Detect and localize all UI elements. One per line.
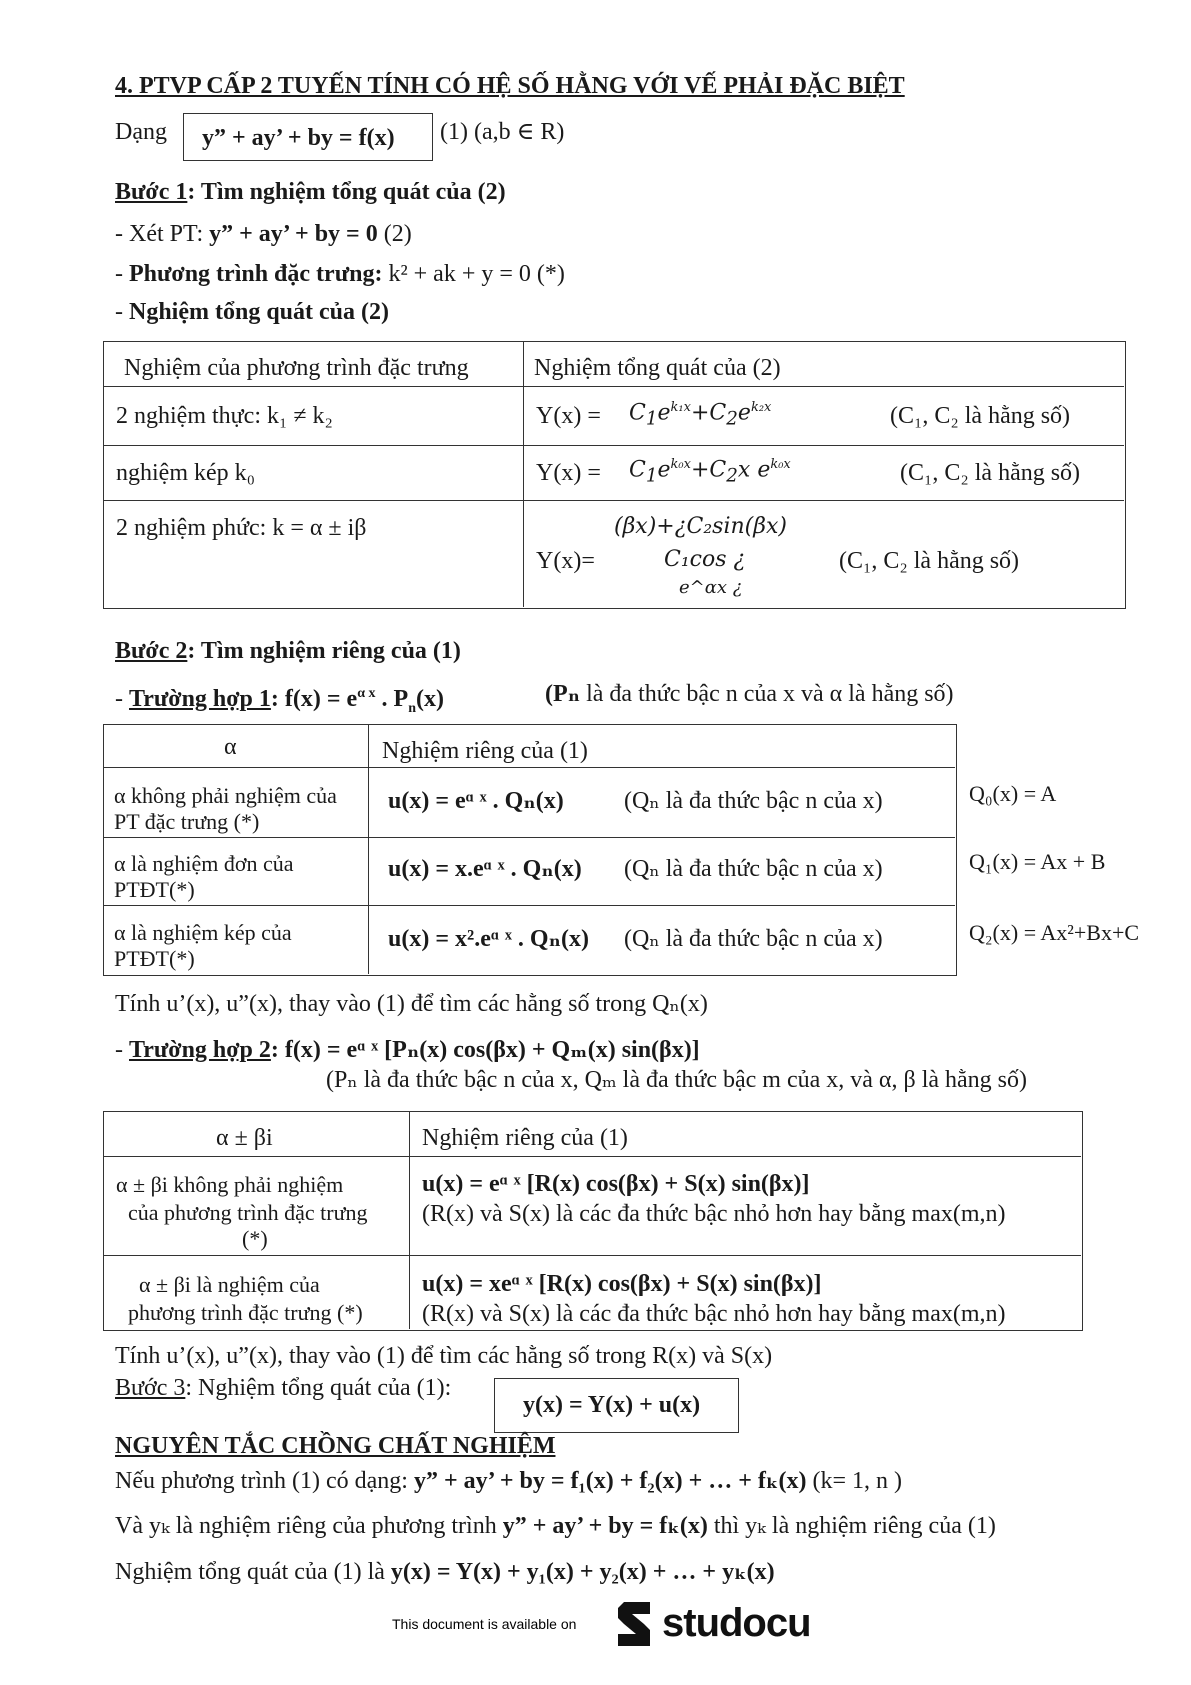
q1-note: Q₁(x) = Ax + B [969,849,1106,874]
table1-row2-y: Y(x) = [536,460,601,486]
step1-line3: - Nghiệm tổng quát của (2) [115,299,390,325]
principle-title: NGUYÊN TẮC CHỒNG CHẤT NGHIỆM [115,1433,556,1459]
table1-row3-f2: C₁cos ¿ [664,547,746,572]
table2-header-left: α [224,734,237,760]
table3-row1-note: (R(x) và S(x) là các đa thức bậc nhỏ hơn hay bằng max(m,n) [422,1201,1006,1227]
dang-label: Dạng [115,119,167,145]
footer-available-text: This document is available on [392,1616,577,1632]
table1 [103,341,1126,609]
case1-line: - Trường hợp 1: $f(x) = e^{\alpha x}$ . $P_n(x)$ [115,686,444,716]
step1-title: Bước 1: Tìm nghiệm tổng quát của (2) [115,179,506,205]
step1-line1: - Xét PT: y” + ay’ + by = 0 (2) [115,221,412,247]
table1-row1-formula: $C_1e^{k_1x}+C_2e^{k_2x}$ [629,400,772,430]
step3-formula-box [494,1378,739,1433]
table2 [103,724,957,976]
table2-row3-u: u(x) = x².eᵅ ˣ . Qₙ(x) [388,926,589,952]
table1-row3-note: (C₁, C₂ là hằng số) [839,548,1020,574]
table1-row3-f3: e^αx ¿ [679,577,743,598]
table1-row1-y: Y(x) = [536,403,601,429]
step1-line2: - Phương trình đặc trưng: k² + ak + y = 0 (*) [115,261,565,287]
table1-row3-left: 2 nghiệm phức: k = α ± iβ [116,515,367,541]
table2-row1-left1: α không phải nghiệm của [114,783,337,808]
table3-row2-u: u(x) = xeᵅ ˣ [R(x) cos(βx) + S(x) sin(βx)] [422,1271,822,1297]
table3-row1-u: u(x) = eᵅ ˣ [R(x) cos(βx) + S(x) sin(βx)] [422,1171,810,1197]
q0-note: Q₀(x) = A [969,781,1057,806]
q2-note: Q₂(x) = Ax²+Bx+C [969,920,1140,945]
case2-note: (Pₙ là đa thức bậc n của x, Qₘ là đa thức bậc m của x, và α, β là hằng số) [326,1067,1028,1093]
calc1-line: Tính u’(x), u”(x), thay vào (1) để tìm các hằng số trong Qₙ(x) [115,991,708,1017]
table1-row2-note: (C₁, C₂ là hằng số) [900,460,1081,486]
table1-row2-formula: $C_1e^{k_0x}+C_2x$ $e^{k_0x}$ [629,457,791,487]
section-title: 4. PTVP CẤP 2 TUYẾN TÍNH CÓ HỆ SỐ HẰNG VỚI VẾ PHẢI ĐẶC BIỆT [115,73,905,99]
table1-row1-note: (C₁, C₂ là hằng số) [890,403,1071,429]
table2-header-right: Nghiệm riêng của (1) [382,738,588,764]
table2-row2-left2: PTĐT(*) [114,877,195,902]
case2-line: - Trường hợp 2: f(x) = eᵅ ˣ [Pₙ(x) cos(βx) + Qₘ(x) sin(βx)] [115,1037,700,1063]
table1-row3-f1: (βx)+¿C₂sin(βx) [614,514,787,539]
step3-title: Bước 3: Nghiệm tổng quát của (1): [115,1375,452,1401]
table3-row1-left2: của phương trình đặc trưng [128,1200,368,1225]
table3-row1-left1: α ± βi không phải nghiệm [116,1172,344,1197]
case1-note: (Pₙ là đa thức bậc n của x và α là hằng số) [545,681,954,707]
table2-row3-left1: α là nghiệm kép của [114,920,292,945]
table2-row1-u: u(x) = eᵅ ˣ . Qₙ(x) [388,788,564,814]
table3-header-right: Nghiệm riêng của (1) [422,1125,628,1151]
table3-row2-left1: α ± βi là nghiệm của [139,1272,320,1297]
step3-formula: y(x) = Y(x) + u(x) [523,1392,701,1418]
table2-row1-left2: PT đặc trưng (*) [114,809,260,834]
step2-title: Bước 2: Tìm nghiệm riêng của (1) [115,638,461,664]
table2-row2-u: u(x) = x.eᵅ ˣ . Qₙ(x) [388,856,582,882]
table2-row3-left2: PTĐT(*) [114,946,195,971]
table1-header-left: Nghiệm của phương trình đặc trưng [124,355,469,381]
table1-header-right: Nghiệm tổng quát của (2) [534,355,781,381]
principle-line2: Và yₖ là nghiệm riêng của phương trình y” + ay’ + by = fₖ(x) thì yₖ là nghiệm riêng của (1) [115,1513,996,1539]
table3-row2-note: (R(x) và S(x) là các đa thức bậc nhỏ hơn hay bằng max(m,n) [422,1301,1006,1327]
table1-row3-y: Y(x)= [536,548,595,574]
equation-box [183,113,433,161]
studocu-logo-icon[interactable] [610,1598,658,1650]
table3-row2-left2: phương trình đặc trưng (*) [128,1300,363,1325]
dang-note: (1) (a,b ∈ R) [440,119,565,145]
table1-row2-left: nghiệm kép k₀ [116,460,256,486]
table3-row1-left3: (*) [242,1226,268,1251]
studocu-brand[interactable]: studocu [662,1601,811,1645]
table2-row2-left1: α là nghiệm đơn của [114,851,294,876]
table3 [103,1111,1083,1331]
table2-row1-note: (Qₙ là đa thức bậc n của x) [624,788,883,814]
table1-row1-left: 2 nghiệm thực: k₁ ≠ k₂ [116,403,333,429]
principle-line3: Nghiệm tổng quát của (1) là y(x) = Y(x) + y₁(x) + y₂(x) + … + yₖ(x) [115,1559,775,1585]
equation-text: y” + ay’ + by = f(x) [202,125,395,151]
table2-row2-note: (Qₙ là đa thức bậc n của x) [624,856,883,882]
table2-row3-note: (Qₙ là đa thức bậc n của x) [624,926,883,952]
calc2-line: Tính u’(x), u”(x), thay vào (1) để tìm các hằng số trong R(x) và S(x) [115,1343,773,1369]
table3-header-left: α ± βi [216,1125,273,1151]
principle-line1: Nếu phương trình (1) có dạng: y” + ay’ + by = f₁(x) + f₂(x) + … + fₖ(x) (k= 1, n ) [115,1468,902,1494]
